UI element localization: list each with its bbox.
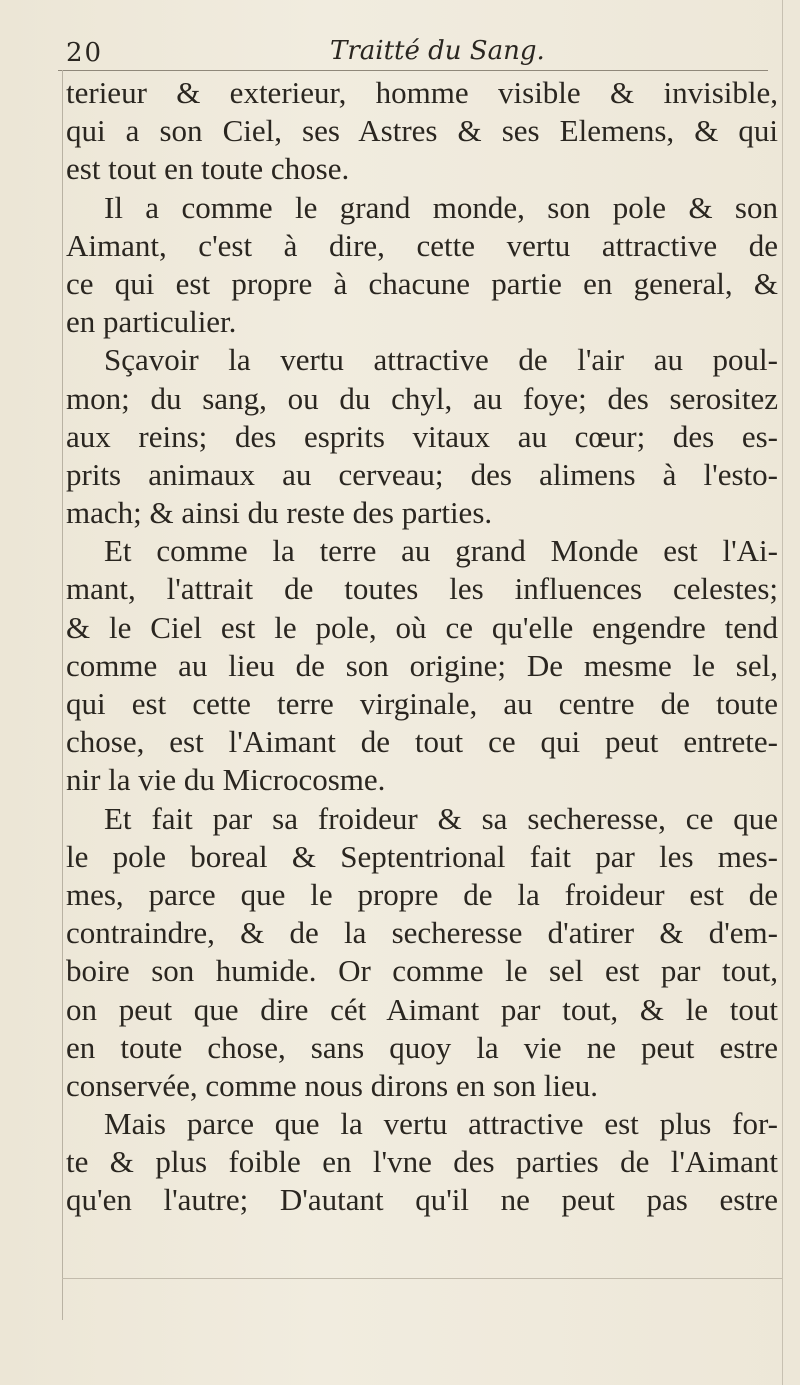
text-line: chose, est l'Aimant de tout ce qui peut entrete- [66,724,778,760]
text-line: en toute chose, sans quoy la vie ne peut estre [66,1029,778,1065]
text-line: Et fait par sa froideur & sa secheresse, ce que [104,800,778,836]
header-rule [58,70,768,71]
text-line: contraindre, & de la secheresse d'atirer & d'em- [66,915,778,951]
text-line: prits animaux au cerveau; des alimens à l'esto- [66,456,778,492]
left-margin-rule [62,70,63,1320]
text-line: terieur & exterieur, homme visible & invisible, [66,75,778,110]
text-line: en particulier. [66,304,237,340]
text-line: te & plus foible en l'vne des parties de l'Aimant [66,1144,778,1180]
text-line: le pole boreal & Septentrional fait par les mes- [66,838,778,874]
text-line: mant, l'attrait de toutes les influences celestes; [66,571,778,607]
text-line: conservée, comme nous dirons en son lieu. [66,1067,599,1103]
text-line: qu'en l'autre; D'autant qu'il ne peut pas estre [66,1182,778,1218]
text-line: mon; du sang, ou du chyl, au foye; des serositez [66,380,778,416]
text-line: on peut que dire cét Aimant par tout, & le tout [66,991,778,1027]
text-line: boire son humide. Or comme le sel est par tout, [66,953,778,989]
text-line: Il a comme le grand monde, son pole & son [104,189,778,225]
text-line: aux reins; des esprits vitaux au cœur; des es- [66,418,778,454]
text-line: ce qui est propre à chacune partie en general, & [66,265,778,301]
text-line: qui a son Ciel, ses Astres & ses Elemens, & qui [66,113,778,149]
text-line: Sçavoir la vertu attractive de l'air au poul- [104,342,778,378]
page-number: 20 [66,38,104,68]
text-line: Aimant, c'est à dire, cette vertu attractive de [66,227,778,263]
text-line: est tout en toute chose. [66,151,350,187]
right-edge-rule [782,0,783,1385]
text-line: comme au lieu de son origine; De mesme le sel, [66,647,778,683]
text-line: mes, parce que le propre de la froideur est de [66,876,778,912]
running-title: Traitté du Sang. [330,36,545,66]
text-line: nir la vie du Microcosme. [66,762,386,798]
text-line: & le Ciel est le pole, où ce qu'elle engendre tend [66,609,778,645]
text-line: Et comme la terre au grand Monde est l'Ai- [104,533,778,569]
text-line: mach; & ainsi du reste des parties. [66,495,493,531]
text-line: qui est cette terre virginale, au centre de toute [66,686,778,721]
bottom-rule [62,1278,782,1279]
body-text [66,74,778,1220]
text-line: Mais parce que la vertu attractive est plus for- [104,1106,778,1142]
